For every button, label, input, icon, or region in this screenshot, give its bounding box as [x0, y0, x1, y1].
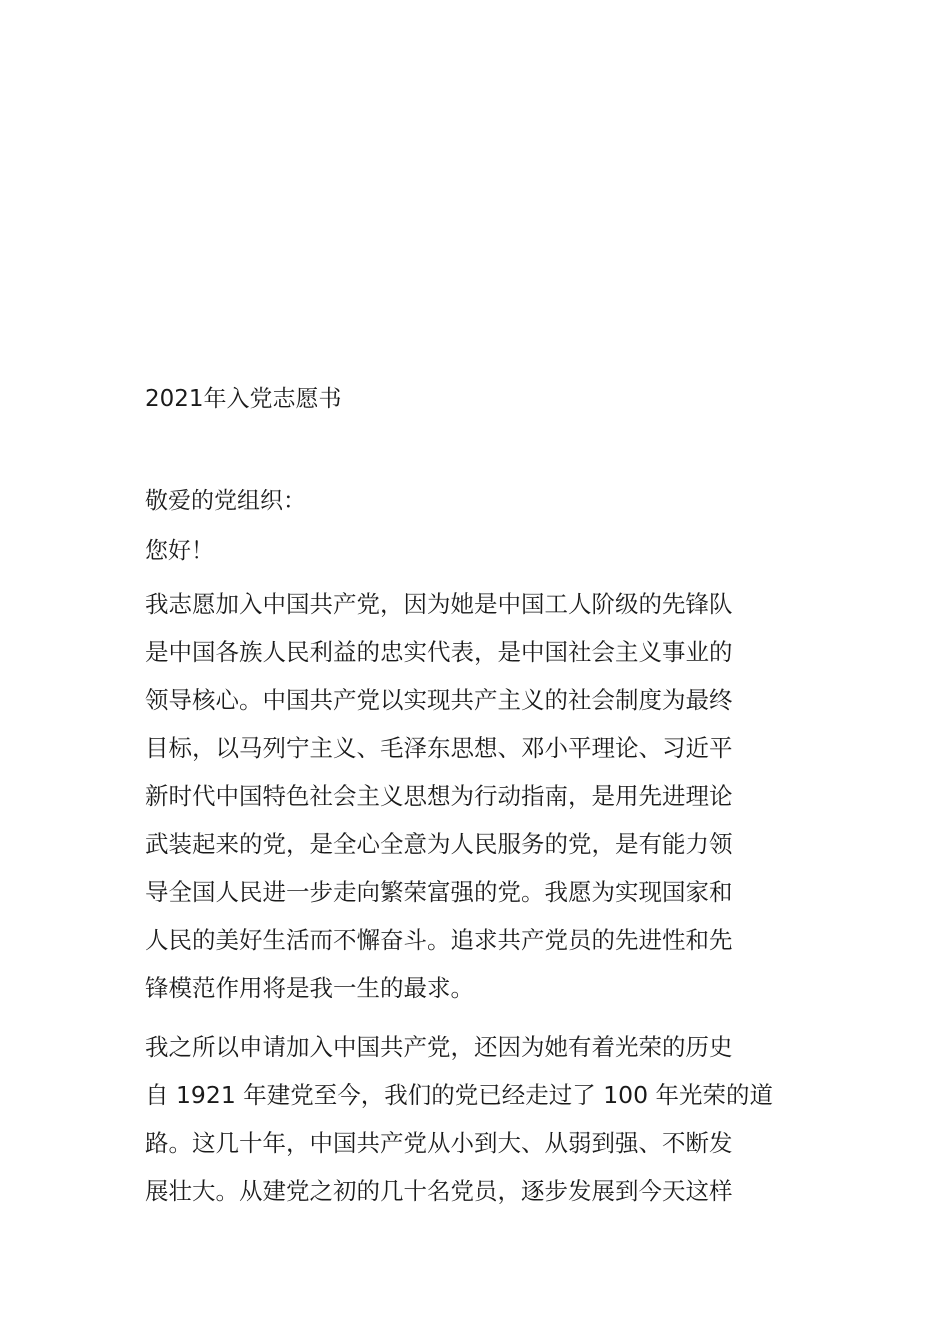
paragraph-line: 自 1921 年建党至今，我们的党已经走过了 100 年光荣的道 [145, 1081, 774, 1109]
paragraph-line: 武装起来的党，是全心全意为人民服务的党，是有能力领 [145, 830, 733, 858]
paragraph-line: 领导核心。中国共产党以实现共产主义的社会制度为最终 [145, 686, 733, 714]
paragraph-line: 新时代中国特色社会主义思想为行动指南，是用先进理论 [145, 782, 733, 810]
salutation: 敬爱的党组织： [145, 488, 306, 514]
paragraph-line: 锋模范作用将是我一生的最求。 [145, 974, 474, 1002]
paragraph-line: 导全国人民进一步走向繁荣富强的党。我愿为实现国家和 [145, 878, 733, 906]
paragraph-1 [145, 580, 825, 1012]
paragraph-line: 展壮大。从建党之初的几十名党员，逐步发展到今天这样 [145, 1177, 733, 1205]
paragraph-line: 路。这几十年，中国共产党从小到大、从弱到强、不断发 [145, 1129, 733, 1157]
document-title: 2021年入党志愿书 [145, 386, 342, 412]
greeting-line: 您好！ [145, 538, 214, 564]
paragraph-line: 我志愿加入中国共产党，因为她是中国工人阶级的先锋队 [145, 590, 733, 618]
paragraph-line: 目标，以马列宁主义、毛泽东思想、邓小平理论、习近平 [145, 734, 733, 762]
paragraph-2 [145, 1023, 825, 1215]
paragraph-line: 是中国各族人民利益的忠实代表，是中国社会主义事业的 [145, 638, 733, 666]
paragraph-line: 人民的美好生活而不懈奋斗。追求共产党员的先进性和先 [145, 926, 733, 954]
paragraph-line: 我之所以申请加入中国共产党，还因为她有着光荣的历史 [145, 1033, 733, 1061]
